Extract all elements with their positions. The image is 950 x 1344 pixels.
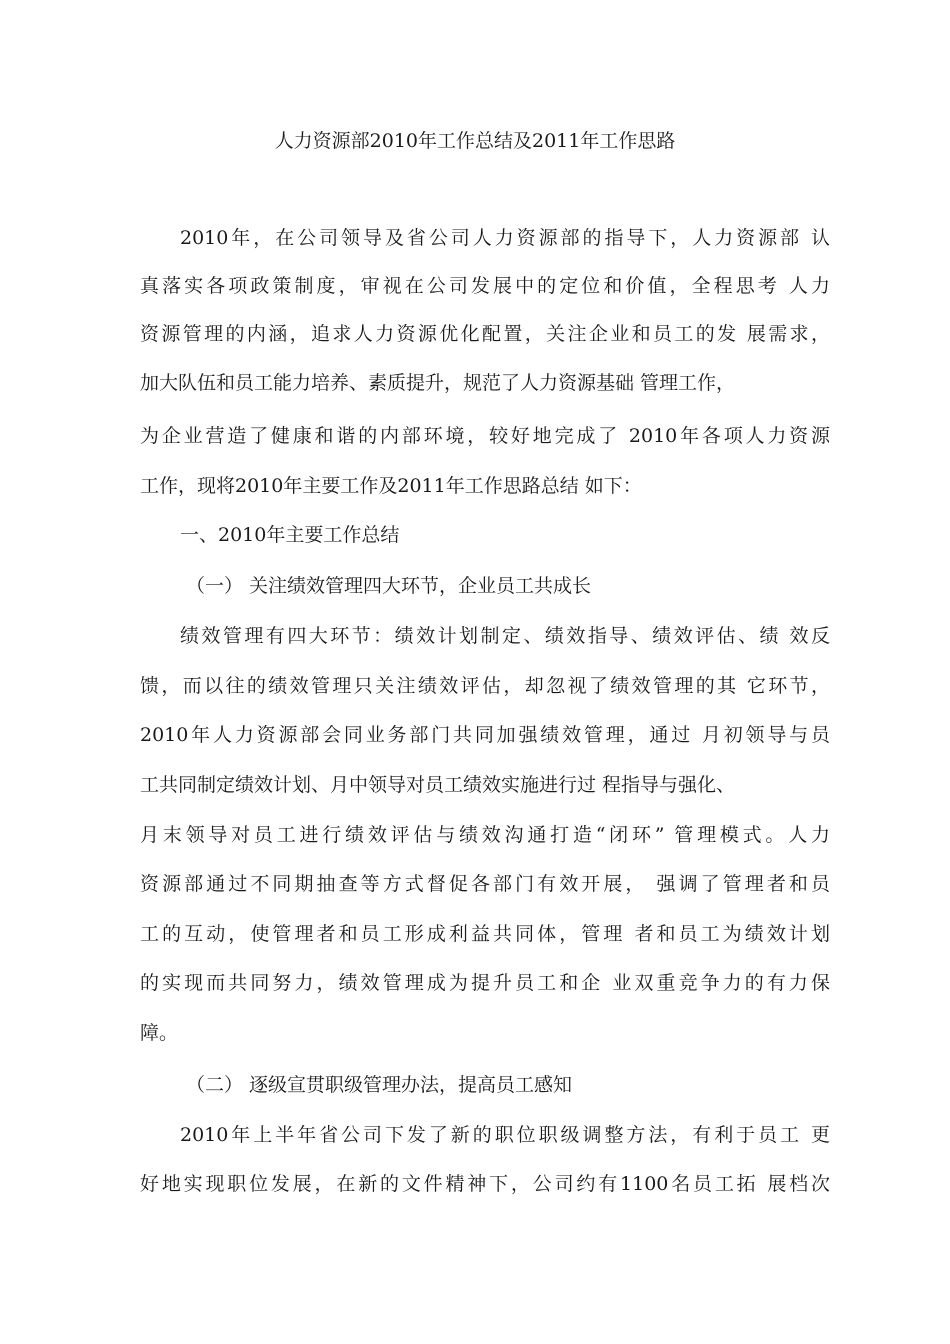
subsection-heading: （二） 逐级宣贯职级管理办法，提高员工感知 — [186, 1074, 573, 1096]
paragraph-line: 工的互动，使管理者和员工形成利益共同体，管理 者和员工为绩效计划 — [140, 923, 830, 945]
paragraph-line: 资源部通过不同期抽查等方式督促各部门有效开展， 强调了管理者和员 — [140, 873, 830, 895]
paragraph-line: 障。 — [140, 1022, 179, 1044]
subsection-heading: （一） 关注绩效管理四大环节，企业员工共成长 — [186, 575, 592, 597]
paragraph-line: 资源管理的内涵，追求人力资源优化配置，关注企业和员工的发 展需求， — [140, 323, 830, 345]
paragraph-line: 的实现而共同努力，绩效管理成为提升员工和企 业双重竞争力的有力保 — [140, 972, 830, 994]
paragraph-line: 好地实现职位发展，在新的文件精神下，公司约有1100名员工拓 展档次 — [140, 1173, 830, 1195]
document-title: 人力资源部2010年工作总结及2011年工作思路 — [274, 130, 676, 152]
paragraph-line: 工共同制定绩效计划、月中领导对员工绩效实施进行过 程指导与强化、 — [140, 774, 736, 796]
section-heading: 一、2010年主要工作总结 — [180, 524, 400, 546]
paragraph-line: 工作，现将2010年主要工作及2011年工作思路总结 如下： — [140, 475, 642, 497]
paragraph-line: 2010年，在公司领导及省公司人力资源部的指导下，人力资源部 认 — [180, 227, 830, 249]
paragraph-line: 为企业营造了健康和谐的内部环境，较好地完成了 2010年各项人力资源 — [140, 425, 830, 447]
paragraph-line: 绩效管理有四大环节：绩效计划制定、绩效指导、绩效评估、绩 效反 — [180, 625, 830, 647]
paragraph-line: 2010年人力资源部会同业务部门共同加强绩效管理，通过 月初领导与员 — [140, 724, 830, 746]
paragraph-line: 2010年上半年省公司下发了新的职位职级调整方法，有利于员工 更 — [180, 1124, 830, 1146]
paragraph-line: 加大队伍和员工能力培养、素质提升，规范了人力资源基础 管理工作， — [140, 372, 736, 394]
paragraph-line: 真落实各项政策制度，审视在公司发展中的定位和价值，全程思考 人力 — [140, 275, 830, 297]
paragraph-line: 馈，而以往的绩效管理只关注绩效评估，却忽视了绩效管理的其 它环节， — [140, 675, 830, 697]
paragraph-line: 月末领导对员工进行绩效评估与绩效沟通打造“闭环” 管理模式。人力 — [140, 824, 830, 846]
